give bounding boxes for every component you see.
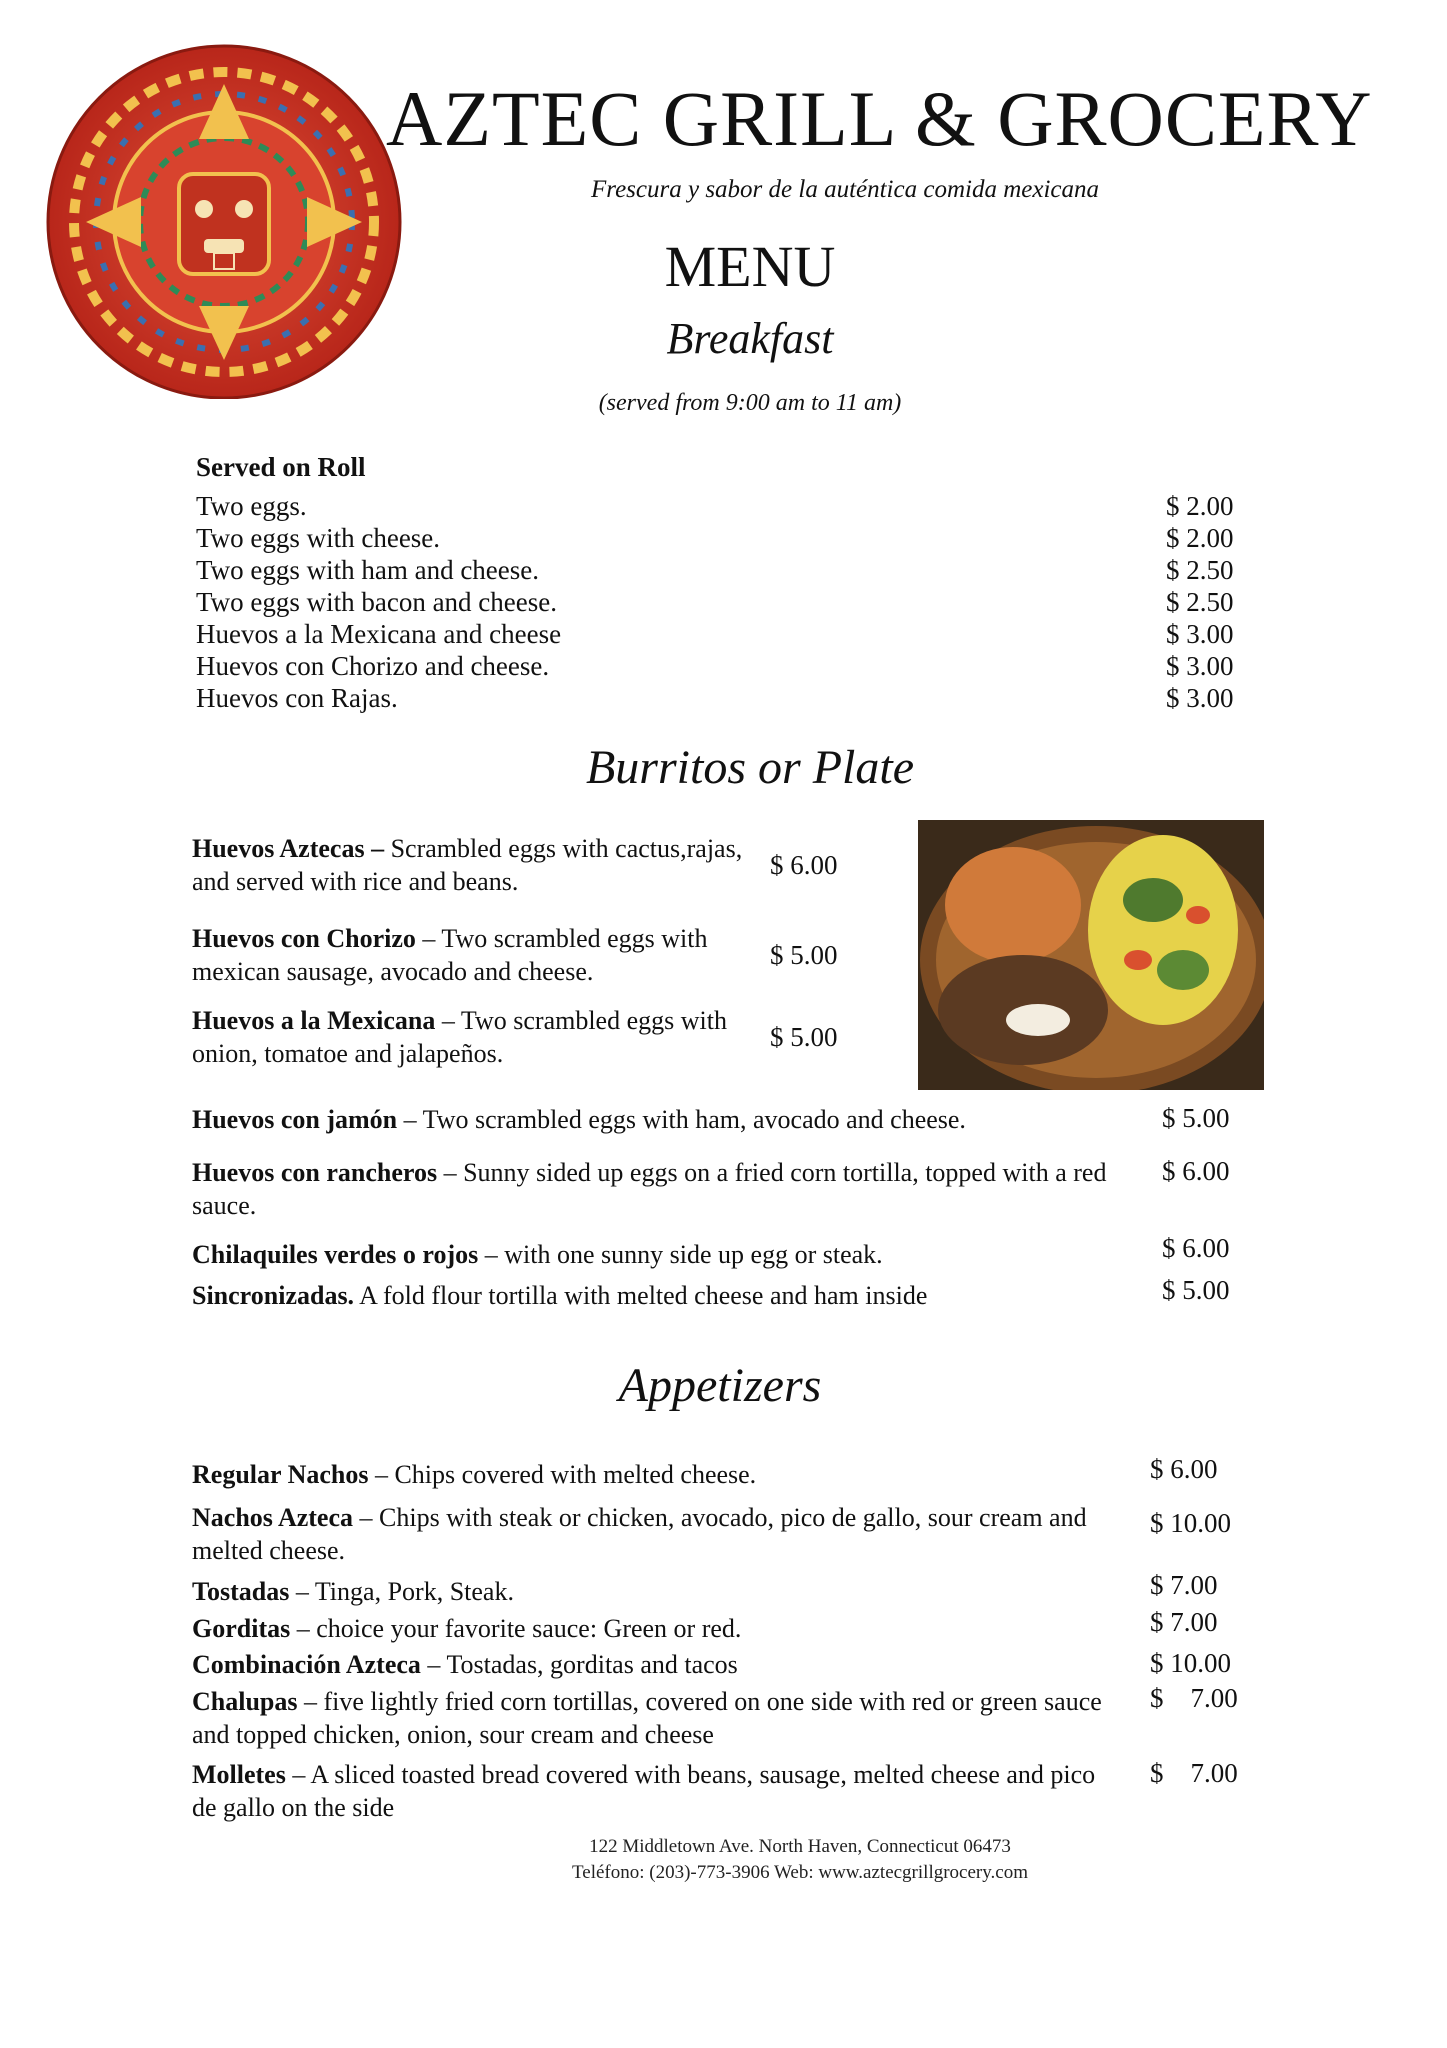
item-description: – five lightly fried corn tortillas, covered on one side with red or green sauce and topped chicken, onion, sour cream and cheese — [192, 1687, 1102, 1749]
item-description: – choice your favorite sauce: Green or red. — [290, 1614, 742, 1643]
item-price: $ 6.00 — [1162, 1233, 1230, 1263]
item-description: – Chips with steak or chicken, avocado, pico de gallo, sour cream and melted cheese. — [192, 1503, 1087, 1565]
item-name: Molletes — [192, 1760, 286, 1789]
item-name: Combinación Azteca — [192, 1650, 421, 1679]
item-price: $ 10.00 — [1150, 1508, 1231, 1538]
item-price: $ 3.00 — [1166, 683, 1234, 713]
item-name: Two eggs with cheese. — [196, 523, 441, 553]
item-description: – Tostadas, gorditas and tacos — [420, 1650, 738, 1679]
item-name: Huevos con Chorizo and cheese. — [196, 651, 550, 681]
menu-item-chalupas — [192, 1685, 1112, 1751]
item-price: $ 3.00 — [1166, 651, 1234, 681]
item-description: – Two scrambled eggs with onion, tomatoe and jalapeños. — [192, 1006, 727, 1068]
item-description: – Chips covered with melted cheese. — [368, 1460, 757, 1489]
item-description: – Two scrambled eggs with ham, avocado and cheese. — [397, 1105, 966, 1134]
tagline: Frescura y sabor de la auténtica comida mexicana — [591, 176, 1099, 203]
breakfast-plate-photo — [918, 820, 1264, 1090]
menu-item-huevos-con-chorizo — [192, 922, 752, 988]
item-price: $ 6.00 — [770, 850, 838, 880]
item-name: Huevos con jamón — [192, 1105, 398, 1134]
item-name: Huevos a la Mexicana and cheese — [196, 619, 562, 649]
item-description: – with one sunny side up egg or steak. — [478, 1240, 883, 1269]
menu-item-nachos-azteca — [192, 1501, 1112, 1567]
item-name: Chalupas — [192, 1687, 298, 1716]
breakfast-served-note: (served from 9:00 am to 11 am) — [598, 390, 902, 416]
item-price: $ 7.00 — [1150, 1570, 1218, 1600]
served-on-roll-heading: Served on Roll — [196, 452, 366, 482]
menu-item-sincronizadas — [192, 1279, 1132, 1312]
menu-item-tostadas — [192, 1575, 1112, 1608]
item-name: Sincronizadas. — [192, 1281, 355, 1310]
menu-item-huevos-aztecas — [192, 832, 752, 898]
item-price: $ 7.00 — [1150, 1683, 1238, 1713]
item-description: Scrambled eggs with cactus,rajas, and served with rice and beans. — [192, 834, 743, 896]
restaurant-title: AZTEC GRILL & GROCERY — [386, 75, 1373, 162]
item-name: Tostadas — [192, 1577, 296, 1606]
item-description: – A sliced toasted bread covered with beans, sausage, melted cheese and pico de gallo on the side — [192, 1760, 1096, 1822]
appetizers-heading: Appetizers — [618, 1359, 822, 1412]
item-name: Two eggs. — [196, 491, 307, 521]
item-price: $ 2.50 — [1166, 587, 1234, 617]
menu-item-combinacion-azteca — [192, 1648, 1112, 1681]
item-name: Huevos con Rajas. — [196, 683, 398, 713]
item-name: Two eggs with ham and cheese. — [196, 555, 540, 585]
burritos-heading: Burritos or Plate — [585, 741, 914, 794]
item-price: $ 6.00 — [1162, 1156, 1230, 1186]
list-item — [196, 650, 1256, 682]
item-price: $ 2.50 — [1166, 555, 1234, 585]
menu-item-gorditas — [192, 1612, 1112, 1645]
item-name: Chilaquiles verdes o rojos — [192, 1240, 479, 1269]
list-item — [196, 618, 1256, 650]
roll-items-list — [196, 490, 1256, 714]
breakfast-heading: Breakfast — [666, 314, 834, 363]
item-price: $ 5.00 — [770, 940, 838, 970]
item-price: $ 5.00 — [1162, 1275, 1230, 1305]
menu-item-huevos-con-jamon — [192, 1103, 1132, 1136]
list-item — [196, 586, 1256, 618]
menu-item-chilaquiles — [192, 1238, 1132, 1271]
footer-contact: Teléfono: (203)-773-3906 Web: www.aztecgrillgrocery.com — [572, 1862, 1028, 1883]
menu-item-huevos-con-rancheros — [192, 1156, 1132, 1222]
menu-item-regular-nachos — [192, 1458, 1112, 1491]
footer-address: 122 Middletown Ave. North Haven, Connecticut 06473 — [589, 1836, 1011, 1857]
item-price: $ 3.00 — [1166, 619, 1234, 649]
item-price: $ 5.00 — [770, 1022, 838, 1052]
item-description: A fold flour tortilla with melted cheese and ham inside — [354, 1281, 928, 1310]
list-item — [196, 554, 1256, 586]
item-price: $ 2.00 — [1166, 491, 1234, 521]
menu-item-huevos-a-la-mexicana — [192, 1004, 752, 1070]
item-price: $ 10.00 — [1150, 1648, 1231, 1678]
item-price: $ 7.00 — [1150, 1607, 1218, 1637]
item-description: – Tinga, Pork, Steak. — [295, 1577, 514, 1606]
aztec-calendar-logo — [44, 44, 404, 399]
item-name: Gorditas — [192, 1614, 291, 1643]
menu-item-molletes — [192, 1758, 1112, 1824]
menu-heading: MENU — [664, 234, 836, 299]
list-item — [196, 490, 1256, 522]
item-name: Two eggs with bacon and cheese. — [196, 587, 557, 617]
item-name: Nachos Azteca — [192, 1503, 354, 1532]
item-name: Huevos con Chorizo — [192, 924, 416, 953]
item-name: Huevos a la Mexicana — [192, 1006, 436, 1035]
item-price: $ 6.00 — [1150, 1454, 1218, 1484]
item-description: – Sunny sided up eggs on a fried corn tortilla, topped with a red sauce. — [192, 1158, 1107, 1220]
list-item — [196, 522, 1256, 554]
item-name: Regular Nachos — [192, 1460, 369, 1489]
list-item — [196, 682, 1256, 714]
item-name: Huevos Aztecas – — [192, 834, 391, 863]
item-price: $ 5.00 — [1162, 1103, 1230, 1133]
item-price: $ 7.00 — [1150, 1758, 1238, 1788]
item-description: – Two scrambled eggs with mexican sausage, avocado and cheese. — [192, 924, 708, 986]
item-name: Huevos con rancheros — [192, 1158, 438, 1187]
item-price: $ 2.00 — [1166, 523, 1234, 553]
